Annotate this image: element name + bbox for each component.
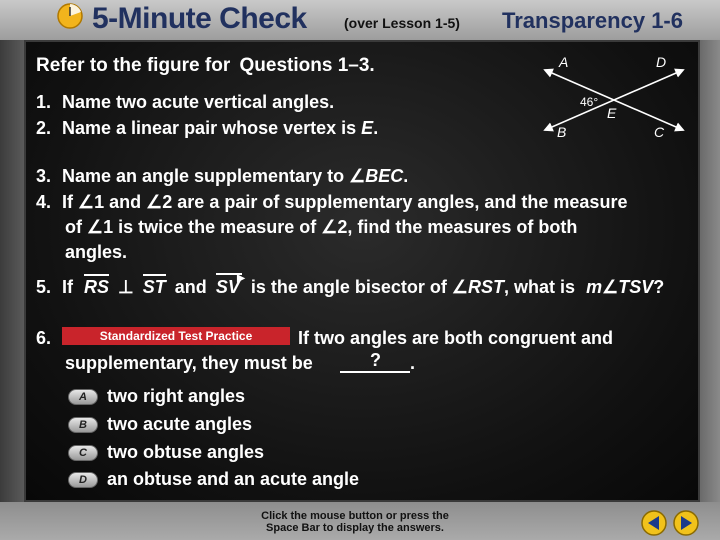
choice-d-text[interactable]: an obtuse and an acute angle <box>107 469 360 489</box>
intro-text: Refer to the figure for Questions 1–3. <box>36 55 375 76</box>
q6-line2: supplementary, they must be <box>65 353 313 373</box>
label-a: A <box>559 54 569 70</box>
q3-number: 3. <box>36 166 52 186</box>
choice-b-text[interactable]: two acute angles <box>107 414 253 434</box>
q6-line1: If two angles are both congruent and <box>298 328 614 348</box>
footer-instructions: Click the mouse button or press the Space Bar to display the answers. <box>261 510 449 534</box>
angle-measure: 46° <box>580 95 599 109</box>
label-e: E <box>607 105 617 121</box>
q3-text: Name an angle supplementary to ∠BEC. <box>62 166 409 186</box>
transparency-label: Transparency 1-6 <box>502 8 683 33</box>
label-b: B <box>557 124 567 140</box>
q6-blank-mark: ? <box>370 350 381 370</box>
clock-icon <box>56 2 84 30</box>
label-d: D <box>656 54 667 70</box>
q4-line2: of ∠1 is twice the measure of ∠2, find the measures of both <box>65 217 578 237</box>
footer-bar <box>0 502 720 540</box>
q5-number: 5. <box>36 277 52 297</box>
q4-line3: angles. <box>65 242 128 262</box>
q5-text: If RS ⊥ ST and ▶ SV is the angle bisector of ∠RST, what is m∠TSV? <box>62 273 665 297</box>
segment-rs: RS <box>84 274 109 297</box>
q2-text: Name a linear pair whose vertex is E. <box>62 118 379 138</box>
segment-st: ST <box>143 274 166 297</box>
page-title: 5-Minute Check <box>92 2 307 35</box>
choice-b-badge[interactable]: B <box>68 417 98 433</box>
choice-c-text[interactable]: two obtuse angles <box>107 442 265 462</box>
q4-line1: If ∠1 and ∠2 are a pair of supplementary angles, and the measure <box>62 192 628 212</box>
right-border <box>700 40 720 508</box>
left-border <box>0 40 24 508</box>
choice-c-badge[interactable]: C <box>68 445 98 461</box>
lesson-subtitle: (over Lesson 1-5) <box>344 15 460 31</box>
choice-a-text[interactable]: two right angles <box>107 386 246 406</box>
answer-blank <box>340 371 410 373</box>
standardized-test-badge: Standardized Test Practice <box>62 327 290 345</box>
intersecting-lines-figure <box>535 52 690 140</box>
next-button[interactable] <box>672 510 700 536</box>
choice-d-badge[interactable]: D <box>68 472 98 488</box>
q1-text: Name two acute vertical angles. <box>62 92 335 112</box>
choice-a-badge[interactable]: A <box>68 389 98 405</box>
ray-sv: ▶ SV <box>215 273 245 297</box>
q2-number: 2. <box>36 118 52 138</box>
header-bar <box>0 0 720 40</box>
q6-number: 6. <box>36 328 52 348</box>
q1-number: 1. <box>36 92 52 112</box>
label-c: C <box>654 124 665 140</box>
previous-button[interactable] <box>640 510 668 536</box>
q4-number: 4. <box>36 192 52 212</box>
q6-period: . <box>410 353 416 373</box>
